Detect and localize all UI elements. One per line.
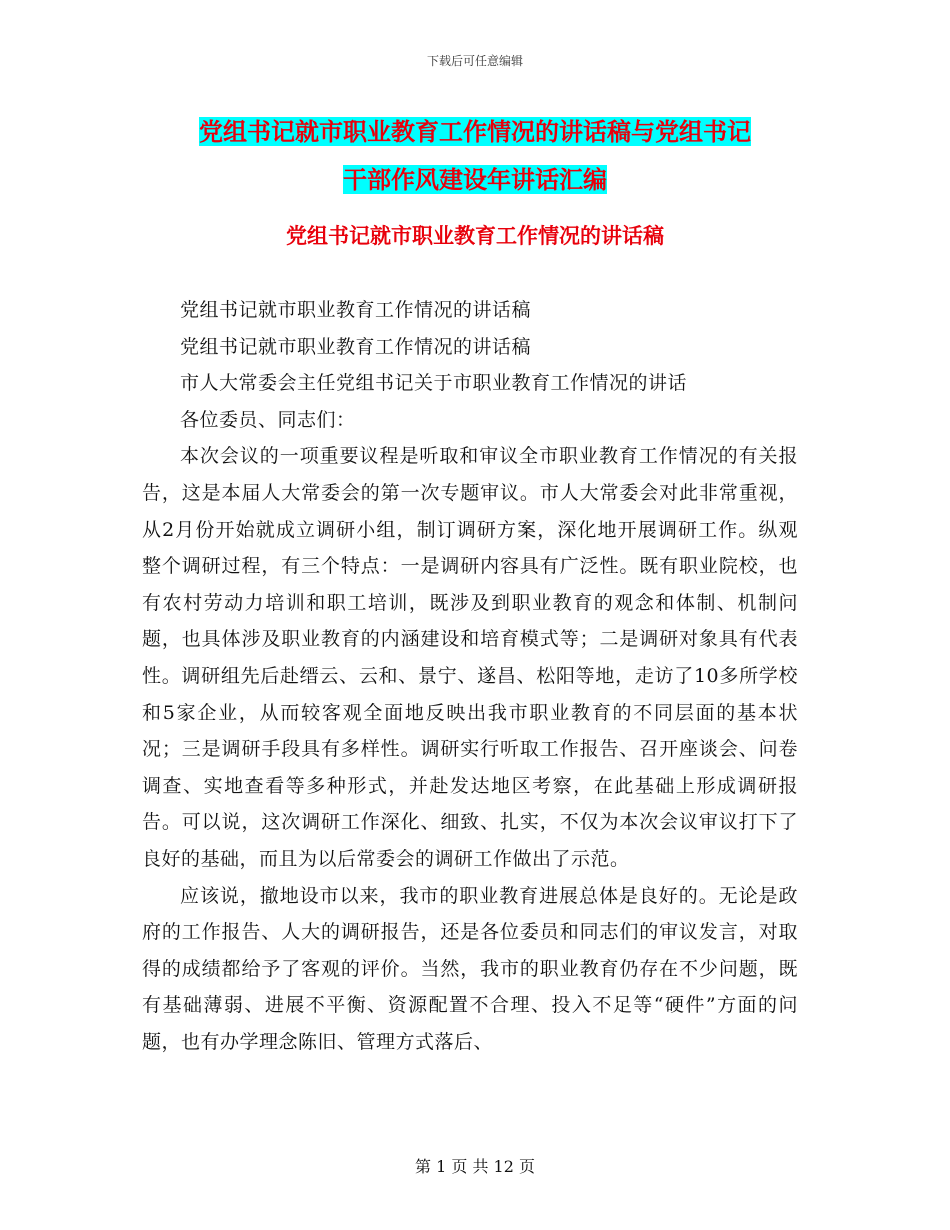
body-text	[142, 292, 798, 1060]
section-title: 党组书记就市职业教育工作情况的讲话稿	[286, 223, 664, 248]
paragraph: 本次会议的一项重要议程是听取和审议全市职业教育工作情况的有关报告，这是本届人大常委会的第一次专题审议。市人大常委会对此非常重视，从2月份开始就成立调研小组，制订调研方案，深化地开展调研工作。纵观整个调研过程，有三个特点：一是调研内容具有广泛性。既有职业院校，也有农村劳动力培训和职工培训，既涉及到职业教育的观念和体制、机制问题，也具体涉及职业教育的内涵建设和培育模式等；二是调研对象具有代表性。调研组先后赴缙云、云和、景宁、遂昌、松阳等地，走访了10多所学校和5家企业，从而较客观全面地反映出我市职业教育的不同层面的基本状况；三是调研手段具有多样性。调研实行听取工作报告、召开座谈会、问卷调查、实地查看等多种形式，并赴发达地区考察，在此基础上形成调研报告。可以说，这次调研工作深化、细致、扎实，不仅为本次会议审议打下了良好的基础，而且为以后常委会的调研工作做出了示范。	[142, 445, 798, 870]
page-footer: 第 1 页 共 12 页	[415, 1157, 535, 1176]
paragraph: 党组书记就市职业教育工作情况的讲话稿	[180, 335, 532, 358]
document-title	[140, 108, 810, 204]
header-note: 下载后可任意编辑	[426, 54, 523, 68]
paragraph: 党组书记就市职业教育工作情况的讲话稿	[180, 299, 532, 321]
paragraph: 应该说，撤地设市以来，我市的职业教育进展总体是良好的。无论是政府的工作报告、人大的调研报告，还是各位委员和同志们的审议发言，对取得的成绩都给予了客观的评价。当然，我市的职业教育仍存在不少问题，既有基础薄弱、进展不平衡、资源配置不合理、投入不足等“硬件”方面的问题，也有办学理念陈旧、管理方式落后、	[142, 884, 798, 1053]
paragraph: 市人大常委会主任党组书记关于市职业教育工作情况的讲话	[180, 372, 688, 395]
paragraph: 各位委员、同志们：	[180, 408, 356, 431]
title-line-1: 党组书记就市职业教育工作情况的讲话稿与党组书记	[199, 117, 751, 146]
title-line-2: 干部作风建设年讲话汇编	[343, 165, 607, 194]
